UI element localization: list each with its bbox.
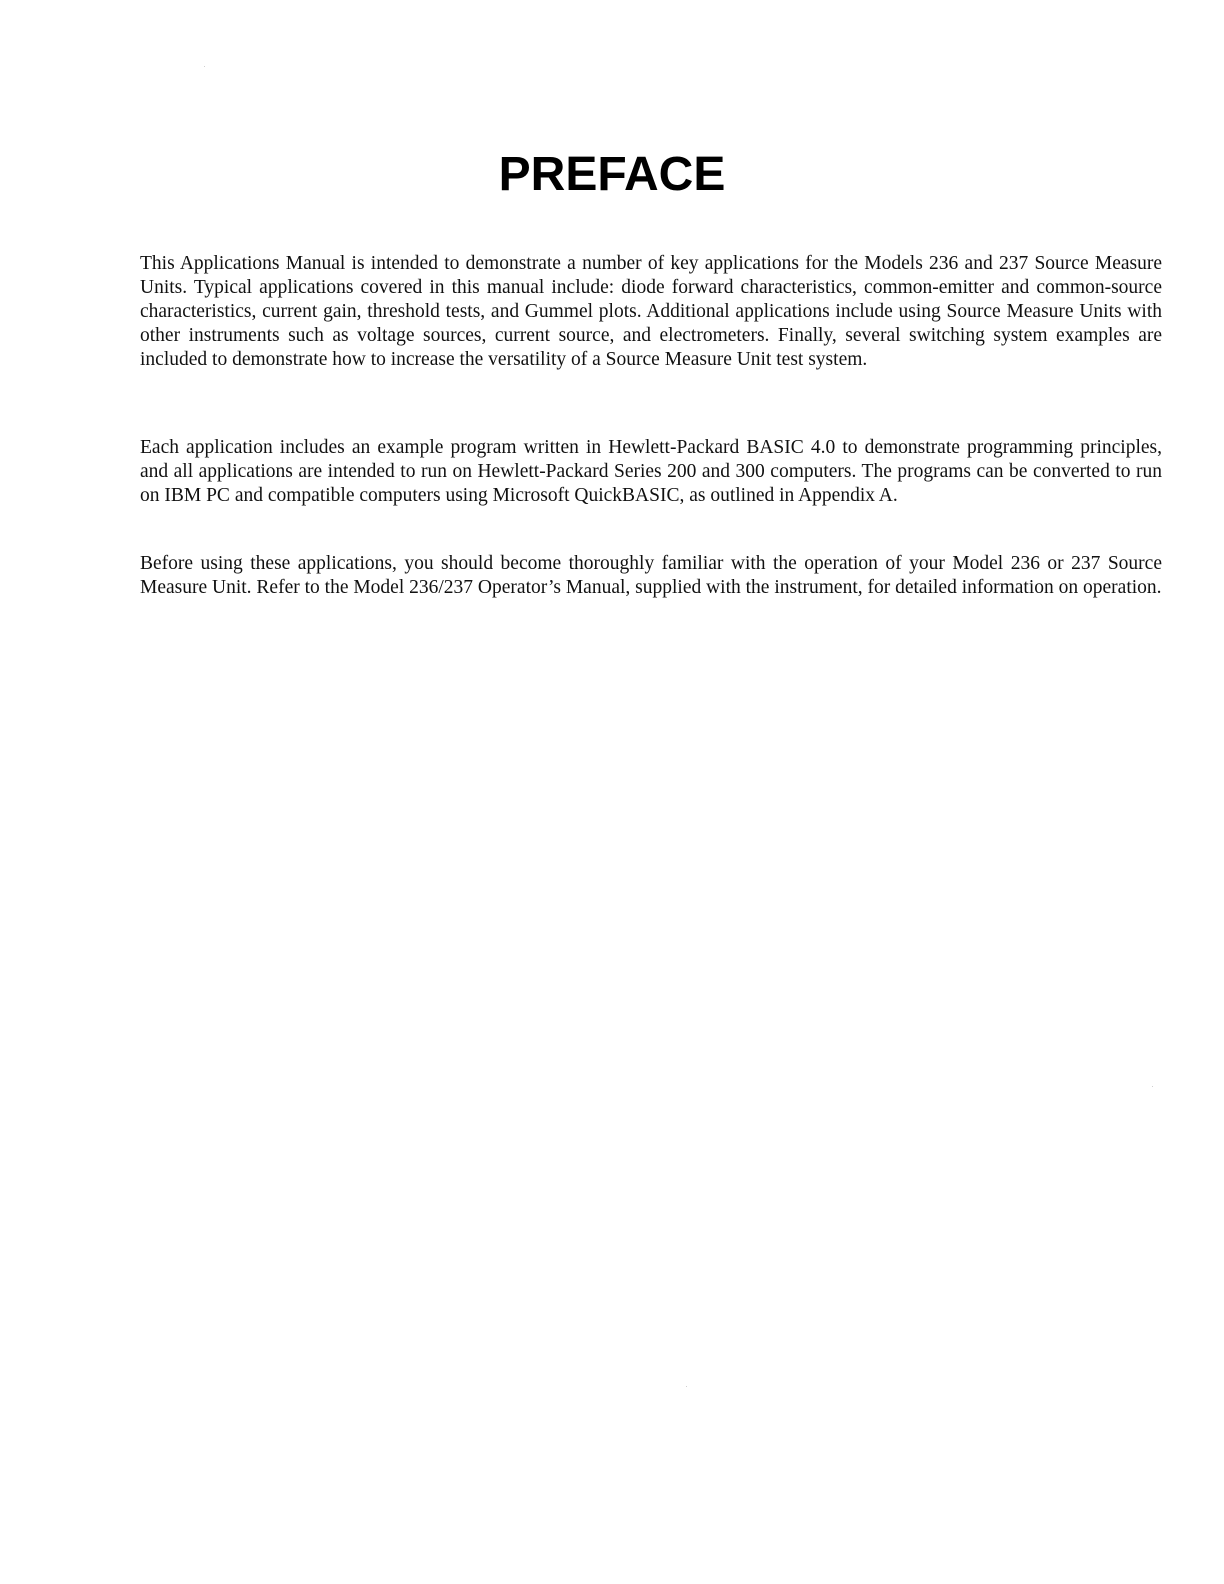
preface-paragraph-intro: This Applications Manual is intended to demonstrate a number of key applications for the Models 236 and 237 Source Measure Units. Typical applications covered in this manual include: diode forward characteristics, common-emitter and common-source characteristics, current gain, threshold tests, and Gummel plots. Additional applications include using Source Measure Units with other instruments such as voltage sources, current source, and electrometers. Finally, several switching system examples are included to demonstrate how to increase the versatility of a Source Measure Unit test system. — [140, 253, 1162, 370]
preface-paragraph-operation: Before using these applications, you should become thoroughly familiar with the operation of your Model 236 or 237 Source Measure Unit. Refer to the Model 236/237 Operator’s Manual, supplied with the instrument, for detailed information on operation. — [140, 553, 1162, 598]
page-title: PREFACE — [498, 148, 726, 201]
scan-speck — [1152, 1086, 1153, 1087]
scan-speck — [204, 66, 205, 67]
preface-paragraph-programs: Each application includes an example program written in Hewlett-Packard BASIC 4.0 to demonstrate programming principles, and all applications are intended to run on Hewlett-Packard Series 200 and 300 computers. The programs can be converted to run on IBM PC and compatible computers using Microsoft QuickBASIC, as outlined in Appendix A. — [140, 437, 1162, 506]
scan-speck — [686, 1386, 687, 1387]
